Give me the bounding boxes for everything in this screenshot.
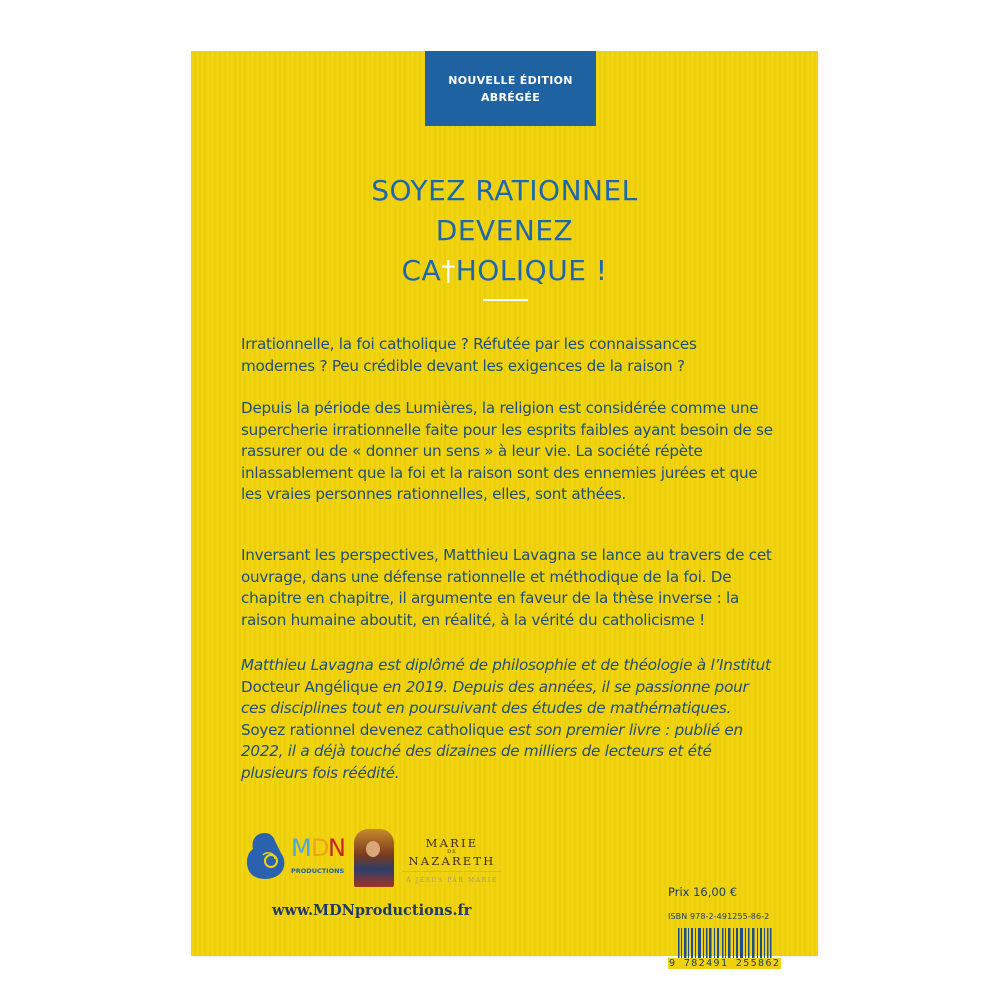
price-label: Prix 16,00 €: [668, 885, 738, 899]
title-line-3: [191, 251, 818, 291]
madonna-icon: [354, 829, 394, 887]
title-line-3-end: HOLIQUE !: [455, 254, 608, 287]
mdn-productions-logo: [245, 829, 355, 889]
mdn-letter-m: M: [291, 834, 312, 862]
marie-de-nazareth-logo: [354, 829, 504, 894]
bio-institute: Docteur Angélique: [241, 677, 379, 696]
blurb-paragraph-2: Depuis la période des Lumières, la religion est considérée comme une supercherie irrationnelle faite pour les esprits faibles ayant besoin de se rassurer ou de « donner un sens » à leur vie. La société répète inlassablement que la foi et la raison sont des ennemies jurées et que les vraies personnes rationnelles, elles, sont athées.: [241, 399, 773, 504]
bio-part: en 2019. Depuis des années, il se passionne pour ces disciplines tout en poursuivant des études de mathématiques.: [241, 677, 749, 717]
blurb-paragraph-1: Irrationnelle, la foi catholique ? Réfutée par les connaissances modernes ? Peu crédible devant les exigences de la raison ?: [241, 335, 697, 375]
bio-part: est son premier livre : publié en 2022, il a déjà touché des dizaines de milliers de lecteurs et été plusieurs fois réédité.: [241, 720, 743, 782]
badge-line-1: NOUVELLE ÉDITION: [448, 73, 573, 87]
cross-icon: †: [441, 254, 456, 287]
isbn-label: ISBN 978-2-491255-86-2: [668, 912, 770, 921]
bio-book-title: Soyez rationnel devenez catholique: [241, 720, 504, 739]
edition-badge: [425, 51, 596, 126]
book-title: [191, 171, 818, 291]
badge-line-2: ABRÉGÉE: [480, 90, 541, 104]
marie-wordmark: [402, 837, 502, 887]
author-bio: [241, 655, 773, 784]
marie-line-1: MARIE: [425, 836, 479, 850]
blurb-paragraph-3: Inversant les perspectives, Matthieu Lavagna se lance au travers de cet ouvrage, dans une défense rationnelle et méthodique de la foi. De chapitre en chapitre, il argumente en faveur de la thèse inverse : la raison humaine aboutit, en réalité, à la vérité du catholicisme !: [241, 546, 772, 629]
marie-line-2: NAZARETH: [408, 854, 496, 868]
marie-de: DE: [447, 849, 457, 855]
mdn-letter-d: D: [311, 834, 330, 862]
mdn-letter-n: N: [328, 834, 346, 862]
title-line-1: SOYEZ RATIONNEL: [371, 174, 638, 207]
mother-child-icon: [245, 831, 289, 881]
barcode-digits: 9 782491 255862: [669, 958, 781, 969]
title-line-2: DEVENEZ: [435, 214, 574, 247]
bio-part: Matthieu Lavagna est diplômé de philosophie et de théologie à l’Institut: [241, 656, 771, 674]
website-link[interactable]: www.MDNproductions.fr: [272, 902, 472, 919]
mdn-subtitle: PRODUCTIONS: [291, 867, 345, 875]
book-back-cover: [191, 51, 818, 969]
title-line-3-start: CA: [401, 254, 442, 287]
title-divider: [483, 299, 528, 301]
marie-tagline: À JÉSUS PAR MARIE: [402, 871, 502, 887]
